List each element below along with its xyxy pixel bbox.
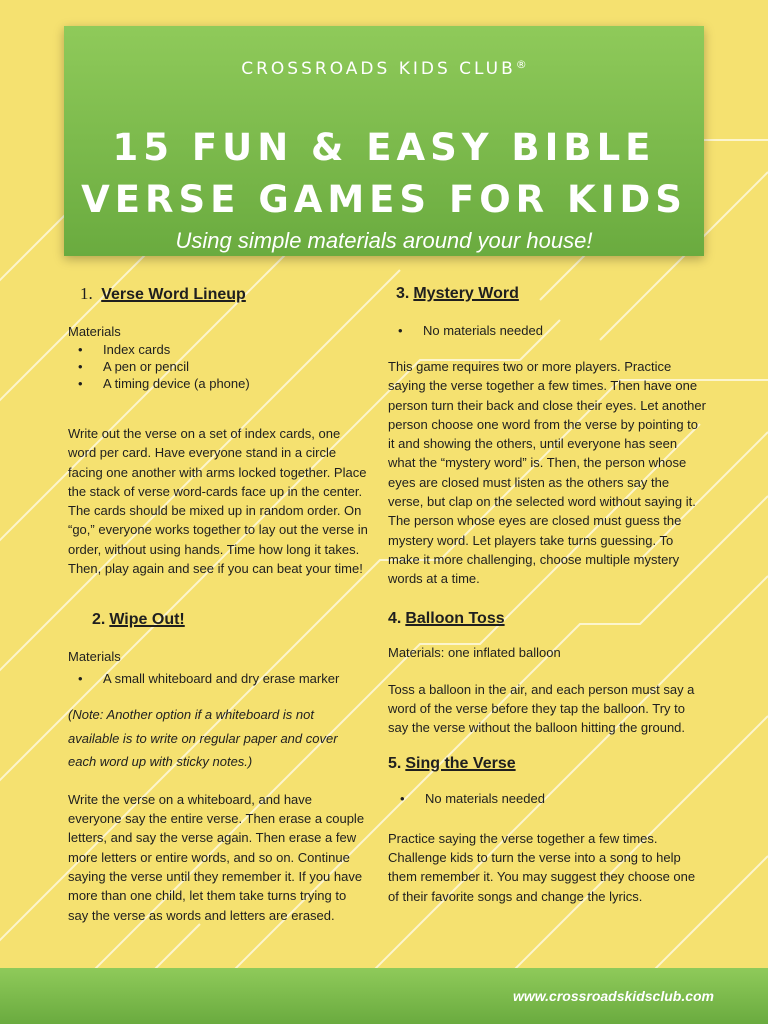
- game-5-material-item: • No materials needed: [390, 790, 708, 807]
- game-4-title: Balloon Toss: [405, 609, 505, 627]
- game-4-materials: Materials: one inflated balloon: [388, 644, 561, 660]
- game-5-description: Practice saying the verse together a few times. Challenge kids to turn the verse into a song to help them remember it. You may suggest they choose one of their favorite songs and change the lyrics.: [388, 830, 696, 904]
- game-2-materials-list: [68, 670, 368, 687]
- game-5-title: Sing the Verse: [405, 754, 516, 772]
- game-2-number: 2.: [92, 611, 106, 629]
- game-5-materials-list: [388, 790, 708, 807]
- game-1-section: [68, 282, 368, 578]
- game-1-title: Verse Word Lineup: [101, 286, 246, 303]
- game-1-material-item: • Index cards: [68, 341, 368, 358]
- right-column: [388, 282, 708, 906]
- game-4-section: [388, 607, 708, 738]
- game-1-heading: [68, 282, 368, 307]
- registered-mark: ®: [515, 58, 527, 71]
- game-5-section: [388, 752, 708, 906]
- game-1-description: Write out the verse on a set of index cards, one word per card. Have everyone stand in a circle facing one another with arms locked together. Place the stack of verse word-cards face up in the center. The cards should be mixed up in random order. On “go,” everyone works together to lay out the verse in order, without using hands. Time how long it takes. Then, play again and see if you can beat your time!: [68, 426, 368, 577]
- game-3-materials-list: [388, 322, 708, 339]
- game-3-section: [388, 282, 708, 589]
- game-5-heading: [388, 752, 708, 776]
- footer-website-link[interactable]: www.crossroadskidsclub.com: [513, 988, 714, 1004]
- game-1-number: 1.: [80, 284, 93, 303]
- page-title: [64, 122, 704, 226]
- brand-name: [64, 58, 704, 79]
- game-2-material-item: • A small whiteboard and dry erase marker: [68, 670, 368, 687]
- game-4-number: 4.: [388, 609, 402, 627]
- brand-text: CROSSROADS KIDS CLUB: [241, 59, 516, 79]
- left-column: [68, 282, 368, 925]
- game-2-heading: [68, 608, 368, 632]
- game-3-description: This game requires two or more players. Practice saying the verse together a few times. Then have one person turn their back and close their eyes. Let another person choose one word from the verse by pointing to it and showing the others, until everyone has seen what the “mystery word” is. Then, the person whose eyes are closed must listen as the others say the verse, but clap on the selected word without saying it. The person whose eyes are closed must guess the mystery word. Let players take turns guessing. To make it more challenging, choose multiple mystery words at a time.: [388, 359, 706, 587]
- game-3-heading: [388, 282, 708, 306]
- footer-bar: [0, 968, 768, 1024]
- game-2-materials-label: Materials: [68, 649, 121, 665]
- page-title-line-1: 15 FUN & EASY BIBLE: [112, 126, 656, 169]
- game-4-description: Toss a balloon in the air, and each person must say a word of the verse before they tap the balloon. Try to say the verse without the balloon hitting the ground.: [388, 681, 695, 736]
- game-2-title: Wipe Out!: [109, 611, 185, 629]
- game-4-heading: [388, 607, 708, 631]
- game-1-material-item: • A pen or pencil: [68, 358, 368, 375]
- game-2-description: Write the verse on a whiteboard, and have everyone say the entire verse. Then erase a couple letters, and say the verse again. Then erase a few more letters or entire words, and so on. Continue saying the verse until they remember it. If you have more than one child, let them take turns trying to say the verse as words and letters are erased.: [68, 791, 365, 923]
- game-5-number: 5.: [388, 754, 402, 772]
- game-1-materials-list: [68, 341, 368, 392]
- game-3-title: Mystery Word: [413, 285, 519, 302]
- game-1-material-item: • A timing device (a phone): [68, 375, 368, 392]
- game-2-section: [68, 608, 368, 925]
- game-2-note: (Note: Another option if a whiteboard is not available is to write on regular paper and cover each word up with sticky notes.): [68, 707, 338, 770]
- page-subtitle: Using simple materials around your house!: [175, 228, 593, 253]
- game-3-material-item: • No materials needed: [388, 322, 708, 339]
- header-banner: [64, 26, 704, 256]
- game-3-number: 3.: [396, 285, 410, 302]
- page-title-line-2: VERSE GAMES FOR KIDS: [81, 178, 687, 221]
- game-1-materials-label: Materials: [68, 324, 121, 339]
